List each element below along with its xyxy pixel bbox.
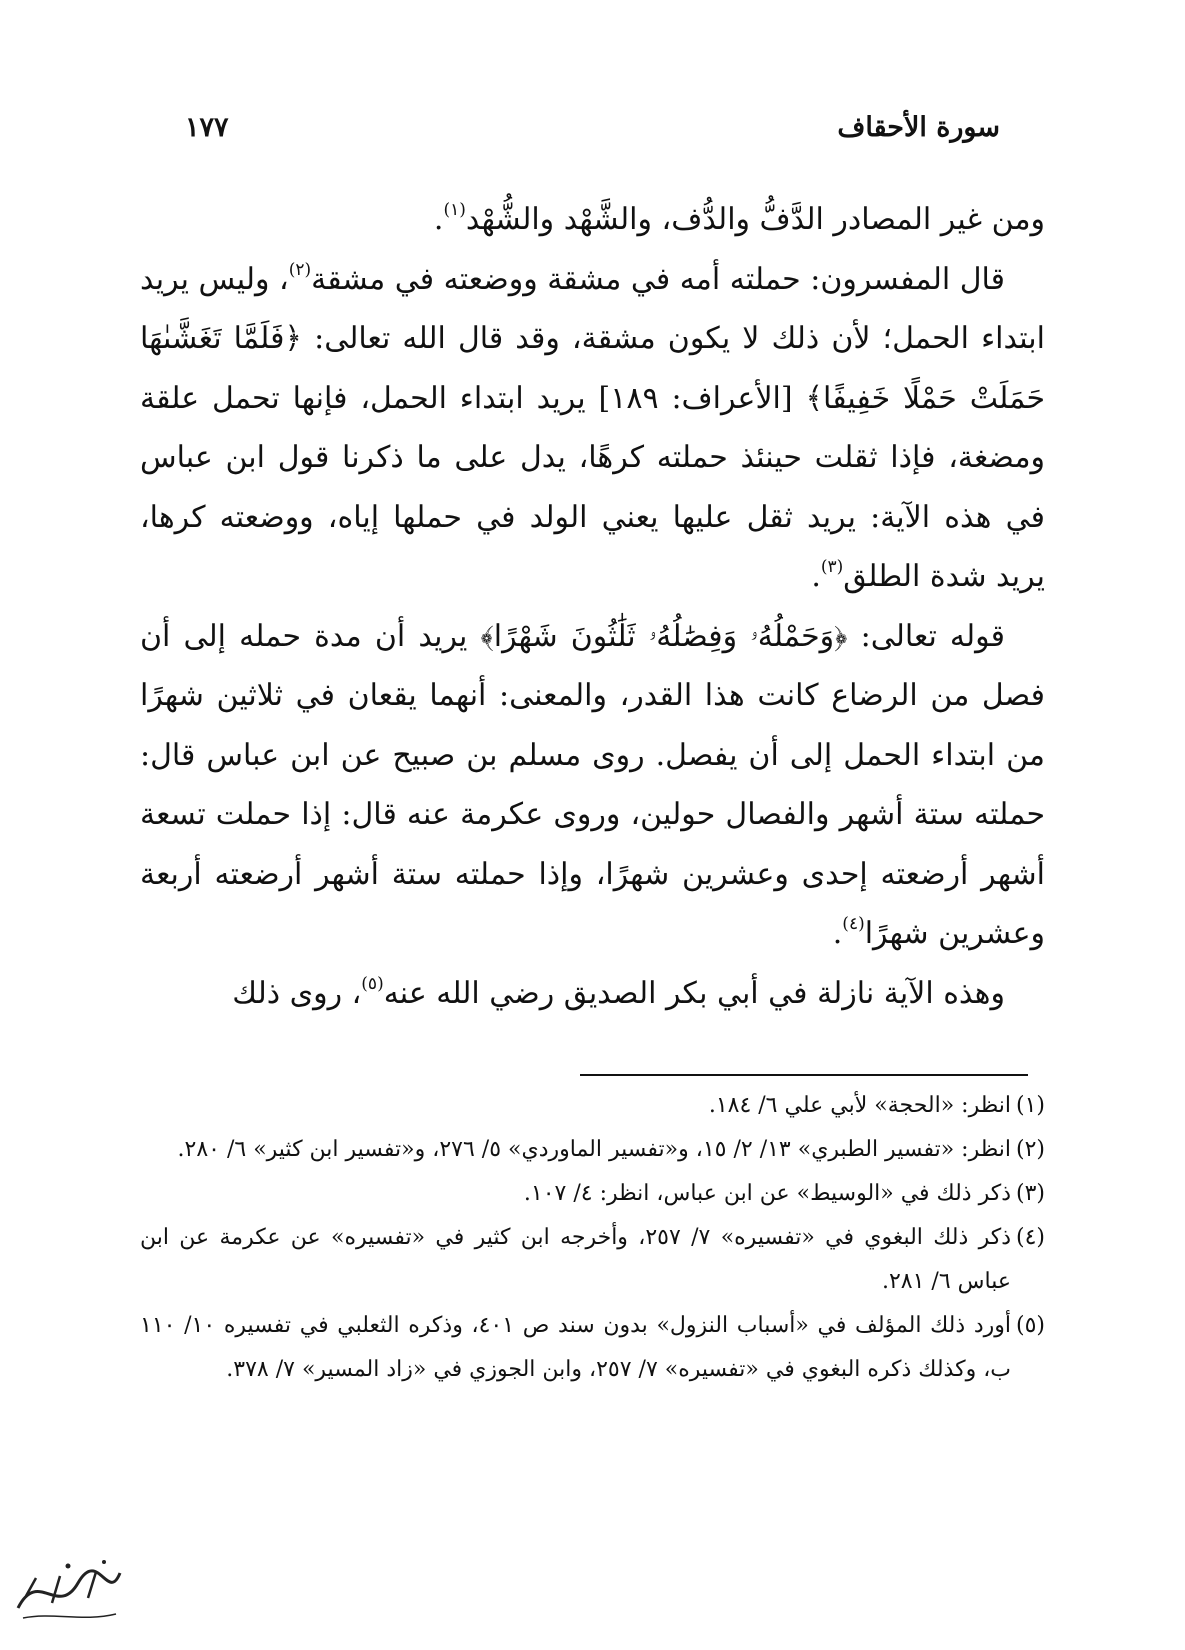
footnote-number: (١): [1015, 1093, 1045, 1118]
footnote-2: [140, 1128, 1045, 1172]
footnote-3: [140, 1172, 1045, 1216]
footnote-5: [140, 1304, 1045, 1392]
footnote-number: (٥): [1015, 1313, 1045, 1338]
paragraph-4: وهذه الآية نازلة في أبي بكر الصديق رضي الله عنه$^{(٥)}$، روى ذلك: [232, 973, 1005, 1011]
footnote-ref: (٣): [820, 557, 844, 577]
footnote-4: [140, 1216, 1045, 1304]
footnote-text: انظر: «تفسير الطبري» ١٣/ ٢/ ١٥، و«تفسير الماوردي» ٥/ ٢٧٦، و«تفسير ابن كثير» ٦/ ٢٨٠.: [177, 1137, 1011, 1162]
publisher-logo: [8, 1548, 128, 1628]
page-header: [185, 112, 1000, 152]
footnote-text: ذكر ذلك البغوي في «تفسيره» ٧/ ٢٥٧، وأخرجه ابن كثير في «تفسيره» عن عكرمة عن ابن عباس ٦/ ٢٨١.: [140, 1225, 1012, 1294]
footnote-ref: (٤): [842, 914, 865, 934]
footnote-number: (٣): [1015, 1181, 1045, 1206]
footnote-ref: (٥): [361, 973, 384, 994]
main-text: [140, 190, 1045, 1023]
footnotes: [140, 1084, 1045, 1392]
footnote-text: أورد ذلك المؤلف في «أسباب النزول» بدون سند ص ٤٠١، وذكره الثعلبي في تفسيره ١٠/ ١١٠ ب، وكذلك ذكره البغوي في «تفسيره» ٧/ ٢٥٧، وابن الجوزي في «زاد المسير» ٧/ ٣٧٨.: [140, 1313, 1011, 1382]
footnote-1: [140, 1084, 1045, 1128]
footnote-separator: [580, 1074, 1028, 1076]
footnote-number: (٤): [1016, 1225, 1046, 1250]
surah-title: سورة الأحقاف: [837, 112, 1000, 143]
page-number: ١٧٧: [185, 112, 229, 143]
footnote-ref: (١): [443, 200, 466, 220]
footnote-text: ذكر ذلك في «الوسيط» عن ابن عباس، انظر: ٤/ ١٠٧.: [523, 1181, 1011, 1206]
paragraph-2: قال المفسرون: حملته أمه في مشقة ووضعته في مشقة$^{(٢)}$، وليس يريد ابتداء الحمل؛ لأن ذلك لا يكون مشقة، وقد قال الله تعالى: ﴿فَلَمَّا تَغَشَّىٰهَا حَمَلَتْ حَمْلًا خَفِيفًا﴾ [الأعراف: ١٨٩] يريد ابتداء الحمل، فإنها تحمل علقة ومضغة، فإذا ثقلت حينئذ حملته كرهًا، يدل على ما ذكرنا قول ابن عباس في هذه الآية: يريد ثقل عليها يعني الولد في حملها إياه، ووضعته كرها، يريد شدة الطلق$^{(٣)}$.: [140, 259, 1045, 594]
footnote-text: انظر: «الحجة» لأبي علي ٦/ ١٨٤.: [708, 1093, 1011, 1118]
footnote-ref: (٢): [288, 259, 312, 280]
paragraph-3: قوله تعالى: ﴿وَحَمْلُهُۥ وَفِصَٰلُهُۥ ثَلَٰثُونَ شَهْرًا﴾ يريد أن مدة حمله إلى أن فصل من الرضاع كانت هذا القدر، والمعنى: أنهما يقعان في ثلاثين شهرًا من ابتداء الحمل إلى أن يفصل. روى مسلم بن صبيح عن ابن عباس قال: حملته ستة أشهر والفصال حولين، وروى عكرمة عنه قال: إذا حملت تسعة أشهر أرضعته إحدى وعشرين شهرًا، وإذا حملته ستة أشهر أرضعته أربعة وعشرين شهرًا$^{(٤)}$.: [140, 618, 1045, 951]
footnote-number: (٢): [1015, 1137, 1045, 1162]
paragraph-1: ومن غير المصادر الدَّفُّ والدُّف، والشَّهْد والشُّهْد$^{(١)}$.: [433, 200, 1045, 237]
